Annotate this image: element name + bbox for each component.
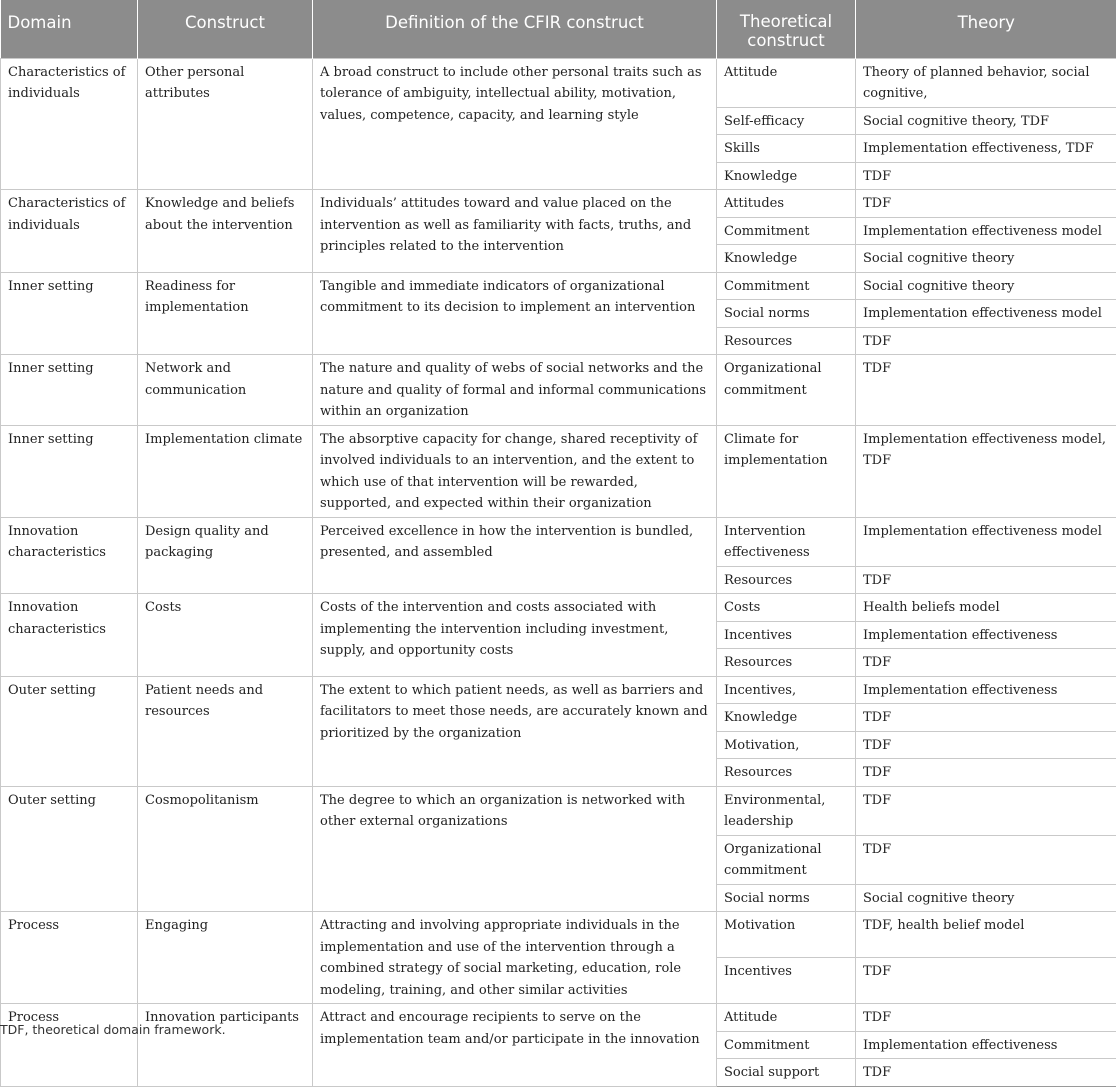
cell-theoretical-construct: Environmental, leadership	[717, 786, 856, 835]
table-row	[1, 190, 1116, 218]
cell-theory: TDF	[856, 355, 1116, 426]
cell-theoretical-construct: Resources	[717, 649, 856, 677]
cell-theory: Implementation effectiveness model, TDF	[856, 425, 1116, 517]
table-row	[1, 355, 1116, 426]
cell-domain: Innovation characteristics	[1, 517, 138, 594]
cell-definition: Costs of the intervention and costs associated with implementing the intervention including investment, supply, and opportunity costs	[313, 594, 717, 677]
table-row	[1, 786, 1116, 835]
cell-theoretical-construct: Attitude	[717, 58, 856, 107]
cell-construct: Cosmopolitanism	[138, 786, 313, 912]
cell-theoretical-construct: Organizational commitment	[717, 355, 856, 426]
cell-theoretical-construct: Resources	[717, 327, 856, 355]
cell-theoretical-construct: Costs	[717, 594, 856, 622]
cell-theory: TDF	[856, 786, 1116, 835]
cell-theoretical-construct: Knowledge	[717, 704, 856, 732]
cell-theory: TDF	[856, 835, 1116, 884]
cell-theory: TDF	[856, 190, 1116, 218]
cell-theoretical-construct: Knowledge	[717, 245, 856, 273]
table-row	[1, 272, 1116, 300]
cell-definition: The degree to which an organization is networked with other external organizations	[313, 786, 717, 912]
header-definition: Definition of the CFIR construct	[313, 0, 717, 58]
cell-theory: TDF	[856, 704, 1116, 732]
cell-theory: TDF, health belief model	[856, 912, 1116, 958]
cell-theoretical-construct: Attitudes	[717, 190, 856, 218]
cell-theory: Implementation effectiveness, TDF	[856, 135, 1116, 163]
cell-domain: Characteristics of individuals	[1, 58, 138, 190]
cell-theory: Social cognitive theory	[856, 884, 1116, 912]
cell-definition: Attracting and involving appropriate individuals in the implementation and use of the intervention through a combined strategy of social marketing, education, role modeling, training, and other similar activities	[313, 912, 717, 1004]
cell-theory: Implementation effectiveness model	[856, 517, 1116, 566]
cell-construct: Readiness for implementation	[138, 272, 313, 355]
table-row	[1, 58, 1116, 107]
cell-construct: Costs	[138, 594, 313, 677]
cell-theory: Theory of planned behavior, social cognitive,	[856, 58, 1116, 107]
cell-theory: TDF	[856, 958, 1116, 1004]
header-domain: Domain	[1, 0, 138, 58]
cell-definition: The nature and quality of webs of social networks and the nature and quality of formal and informal communications within an organization	[313, 355, 717, 426]
table-row	[1, 425, 1116, 517]
cell-theory: TDF	[856, 649, 1116, 677]
cell-theoretical-construct: Motivation	[717, 912, 856, 958]
cell-construct: Implementation climate	[138, 425, 313, 517]
cell-theoretical-construct: Knowledge	[717, 162, 856, 190]
cell-theory: TDF	[856, 162, 1116, 190]
cell-theory: Social cognitive theory	[856, 245, 1116, 273]
table-row	[1, 594, 1116, 622]
cell-domain: Process	[1, 912, 138, 1004]
cell-construct: Engaging	[138, 912, 313, 1004]
cell-domain: Characteristics of individuals	[1, 190, 138, 273]
header-row	[1, 0, 1116, 58]
cell-domain: Inner setting	[1, 425, 138, 517]
cell-theoretical-construct: Incentives,	[717, 676, 856, 704]
cell-theory: TDF	[856, 759, 1116, 787]
cell-definition: Individuals’ attitudes toward and value placed on the intervention as well as familiarity with facts, truths, and principles related to the intervention	[313, 190, 717, 273]
cell-theory: TDF	[856, 1059, 1116, 1087]
cell-theory: TDF	[856, 731, 1116, 759]
table-row	[1, 517, 1116, 566]
header-theory: Theory	[856, 0, 1116, 58]
cell-theoretical-construct: Motivation,	[717, 731, 856, 759]
cell-theoretical-construct: Intervention effectiveness	[717, 517, 856, 566]
cell-theoretical-construct: Incentives	[717, 621, 856, 649]
cell-construct: Design quality and packaging	[138, 517, 313, 594]
cell-theory: TDF	[856, 327, 1116, 355]
cell-definition: The absorptive capacity for change, shared receptivity of involved individuals to an intervention, and the extent to which use of that intervention will be rewarded, supported, and expected within their organization	[313, 425, 717, 517]
cell-theory: Implementation effectiveness model	[856, 300, 1116, 328]
table-row	[1, 676, 1116, 704]
cell-theoretical-construct: Social norms	[717, 300, 856, 328]
cell-domain: Outer setting	[1, 676, 138, 786]
table-row	[1, 912, 1116, 958]
cell-construct: Network and communication	[138, 355, 313, 426]
cell-construct: Knowledge and beliefs about the intervention	[138, 190, 313, 273]
cell-theoretical-construct: Climate for implementation	[717, 425, 856, 517]
cell-theoretical-construct: Self-efficacy	[717, 107, 856, 135]
cell-construct: Innovation participants	[138, 1004, 313, 1087]
cell-theory: TDF	[856, 566, 1116, 594]
cell-domain: Process	[1, 1004, 138, 1087]
cell-theory: Implementation effectiveness	[856, 621, 1116, 649]
cell-definition: The extent to which patient needs, as well as barriers and facilitators to meet those needs, are accurately known and prioritized by the organization	[313, 676, 717, 786]
cell-definition: Attract and encourage recipients to serve on the implementation team and/or participate in the innovation	[313, 1004, 717, 1087]
cell-definition: A broad construct to include other personal traits such as tolerance of ambiguity, intellectual ability, motivation, values, competence, capacity, and learning style	[313, 58, 717, 190]
cell-construct: Patient needs and resources	[138, 676, 313, 786]
cell-theory: Social cognitive theory, TDF	[856, 107, 1116, 135]
cell-theoretical-construct: Incentives	[717, 958, 856, 1004]
cell-theory: Implementation effectiveness model	[856, 217, 1116, 245]
cell-theoretical-construct: Skills	[717, 135, 856, 163]
cell-domain: Inner setting	[1, 272, 138, 355]
cell-theoretical-construct: Resources	[717, 566, 856, 594]
cell-theoretical-construct: Social norms	[717, 884, 856, 912]
cell-theory: Health beliefs model	[856, 594, 1116, 622]
cell-theoretical-construct: Commitment	[717, 272, 856, 300]
cell-theoretical-construct: Commitment	[717, 217, 856, 245]
cell-construct: Other personal attributes	[138, 58, 313, 190]
cell-theoretical-construct: Commitment	[717, 1031, 856, 1059]
cell-theory: Implementation effectiveness	[856, 676, 1116, 704]
header-theoretical-construct: Theoretical construct	[717, 0, 856, 58]
cell-theoretical-construct: Resources	[717, 759, 856, 787]
table-body	[1, 58, 1116, 1086]
cell-theory: Social cognitive theory	[856, 272, 1116, 300]
cell-theory: Implementation effectiveness	[856, 1031, 1116, 1059]
header-construct: Construct	[138, 0, 313, 58]
cell-theoretical-construct: Organizational commitment	[717, 835, 856, 884]
footnote: TDF, theoretical domain framework.	[0, 1022, 226, 1037]
cell-definition: Perceived excellence in how the intervention is bundled, presented, and assembled	[313, 517, 717, 594]
cell-domain: Outer setting	[1, 786, 138, 912]
cell-domain: Inner setting	[1, 355, 138, 426]
cell-theoretical-construct: Attitude	[717, 1004, 856, 1032]
cell-definition: Tangible and immediate indicators of organizational commitment to its decision to implement an intervention	[313, 272, 717, 355]
cell-domain: Innovation characteristics	[1, 594, 138, 677]
cell-theoretical-construct: Social support	[717, 1059, 856, 1087]
cell-theory: TDF	[856, 1004, 1116, 1032]
